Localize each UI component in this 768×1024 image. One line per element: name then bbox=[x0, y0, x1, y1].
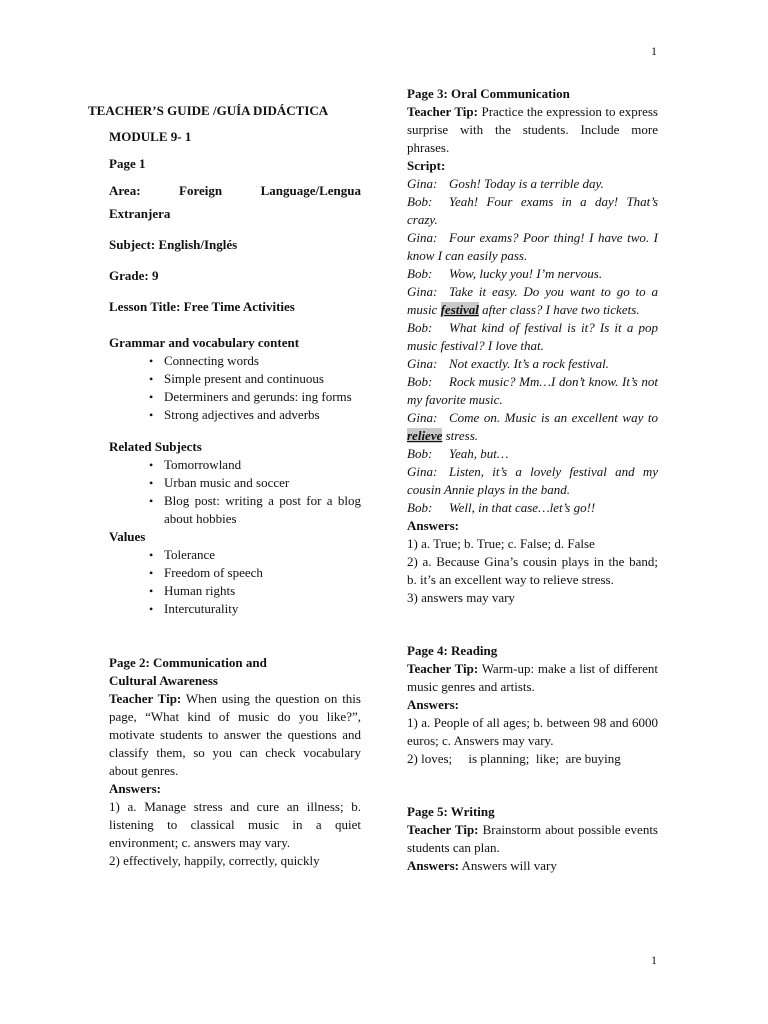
right-column bbox=[407, 85, 658, 875]
tip-text: Practice the expression to express surprise with the students. Include more phrases. bbox=[407, 104, 658, 155]
dialogue-line bbox=[407, 463, 658, 499]
dialogue-line bbox=[407, 265, 658, 283]
module-label: MODULE 9- 1 bbox=[109, 129, 192, 144]
utterance: Yeah, but… bbox=[449, 446, 509, 461]
area-word1: Foreign bbox=[179, 183, 223, 198]
dialogue-line bbox=[407, 283, 658, 319]
subject-line: Subject: English/Inglés bbox=[109, 237, 238, 252]
answers-text: Answers will vary bbox=[459, 858, 557, 873]
utterance: Rock music? Mm…I don’t know. It’s not my favorite music. bbox=[407, 374, 658, 407]
festival-post: after class? I have two tickets. bbox=[478, 302, 640, 317]
page4-answer-2: 2) loves; is planning; like; are buying bbox=[407, 751, 621, 766]
page2-answer-1: 1) a. Manage stress and cure an illness; b. listening to classical music in a quiet environment; c. answers may vary. bbox=[109, 799, 361, 850]
page2-answer-2: 2) effectively, happily, correctly, quickly bbox=[109, 853, 320, 868]
area-label: Area: bbox=[109, 183, 141, 198]
page5-heading: Page 5: Writing bbox=[407, 804, 495, 819]
utterance: Gosh! Today is a terrible day. bbox=[449, 176, 604, 191]
relieve-highlight: relieve bbox=[407, 428, 443, 443]
dialogue-line bbox=[407, 499, 658, 517]
tip-label: Teacher Tip: bbox=[109, 691, 182, 706]
dialogue-line bbox=[407, 193, 658, 229]
answers-label: Answers: bbox=[407, 858, 459, 873]
dialogue-line bbox=[407, 175, 658, 193]
list-item: • Urban music and soccer bbox=[164, 474, 361, 492]
utterance: What kind of festival is it? Is it a pop music festival? I love that. bbox=[407, 320, 658, 353]
values-list bbox=[109, 546, 361, 618]
speaker: Gina: bbox=[407, 464, 438, 479]
page5-tip bbox=[407, 821, 658, 857]
utterance: Come on. Music is an excellent way bbox=[449, 410, 644, 425]
utterance: Four exams? Poor thing! I have two. I know I can easily pass. bbox=[407, 230, 658, 263]
list-item: • Intercuturality bbox=[164, 600, 361, 618]
related-list bbox=[109, 456, 361, 528]
utterance: Wow, lucky you! I’m nervous. bbox=[449, 266, 603, 281]
festival-pre: a music bbox=[407, 284, 658, 317]
speaker: Gina: bbox=[407, 410, 438, 425]
speaker: Bob: bbox=[407, 194, 433, 209]
page2-heading-1: Page 2: Communication and bbox=[109, 655, 267, 670]
tip-text: When using the question on this page, “What kind of music do you like?”, motivate students to answer the questions and classify them, so you can check vocabulary about genres. bbox=[109, 691, 361, 778]
page-label: Page 1 bbox=[109, 156, 146, 171]
festival-highlight: festival bbox=[440, 302, 479, 317]
page4-tip bbox=[407, 660, 658, 696]
page3-answer-2: 2) a. Because Gina’s cousin plays in the band; b. it’s an excellent way to relieve stress. bbox=[407, 554, 658, 587]
dialogue-line bbox=[407, 319, 658, 355]
page-number-top: 1 bbox=[651, 44, 657, 58]
page3-answer-3: 3) answers may vary bbox=[407, 590, 515, 605]
area-word2: Language/Lengua bbox=[260, 183, 361, 198]
dialogue-line bbox=[407, 445, 658, 463]
page2-tip bbox=[109, 690, 361, 780]
grammar-list bbox=[109, 352, 361, 424]
list-item: • Tomorrowland bbox=[164, 456, 361, 474]
page5-answers bbox=[407, 857, 658, 875]
utterance: Listen, it’s a lovely festival and my cousin Annie plays in the band. bbox=[407, 464, 658, 497]
list-item: • Human rights bbox=[164, 582, 361, 600]
list-item: • Blog post: writing a post for a blog about hobbies bbox=[164, 492, 361, 528]
tip-label: Teacher Tip: bbox=[407, 104, 478, 119]
tip-text: Brainstorm about possible events students can plan. bbox=[407, 822, 658, 855]
page4-heading: Page 4: Reading bbox=[407, 643, 498, 658]
speaker: Gina: bbox=[407, 356, 438, 371]
related-heading: Related Subjects bbox=[109, 439, 202, 454]
values-heading: Values bbox=[109, 529, 146, 544]
speaker: Bob: bbox=[407, 320, 433, 335]
page4-answers-label: Answers: bbox=[407, 697, 459, 712]
script-label: Script: bbox=[407, 158, 446, 173]
list-item: • Connecting words bbox=[164, 352, 361, 370]
utterance: Well, in that case…let’s go!! bbox=[449, 500, 596, 515]
speaker: Bob: bbox=[407, 446, 433, 461]
page3-tip bbox=[407, 103, 658, 157]
grade-line: Grade: 9 bbox=[109, 268, 159, 283]
list-item: • Strong adjectives and adverbs bbox=[164, 406, 361, 424]
speaker: Gina: bbox=[407, 176, 438, 191]
lesson-title: Lesson Title: Free Time Activities bbox=[109, 299, 295, 314]
speaker: Gina: bbox=[407, 284, 438, 299]
relieve-post: stress. bbox=[442, 428, 479, 443]
list-item: • Determiners and gerunds: ing forms bbox=[164, 388, 361, 406]
speaker: Bob: bbox=[407, 266, 433, 281]
utterance: Not exactly. It’s a rock festival. bbox=[449, 356, 609, 371]
page2-heading-2: Cultural Awareness bbox=[109, 673, 218, 688]
tip-text: Warm-up: make a list of different music genres and artists. bbox=[407, 661, 658, 694]
page2-answers-label: Answers: bbox=[109, 781, 161, 796]
dialogue-line bbox=[407, 373, 658, 409]
page3-heading: Page 3: Oral Communication bbox=[407, 86, 570, 101]
utterance: Take it easy. Do you want to go to bbox=[449, 284, 646, 299]
tip-label: Teacher Tip: bbox=[407, 661, 479, 676]
page3-answers-label: Answers: bbox=[407, 518, 459, 533]
page-number-bottom: 1 bbox=[651, 953, 657, 967]
speaker: Bob: bbox=[407, 500, 433, 515]
dialogue-line bbox=[407, 409, 658, 445]
area-row bbox=[109, 182, 361, 200]
page4-answer-1: 1) a. People of all ages; b. between 98 and 6000 euros; c. Answers may vary. bbox=[407, 715, 658, 748]
list-item: • Tolerance bbox=[164, 546, 361, 564]
left-column bbox=[109, 103, 361, 870]
document-title: TEACHER’S GUIDE /GUÍA DIDÁCTICA bbox=[88, 103, 329, 118]
speaker: Gina: bbox=[407, 230, 438, 245]
speaker: Bob: bbox=[407, 374, 433, 389]
page3-answer-1: 1) a. True; b. True; c. False; d. False bbox=[407, 536, 595, 551]
relieve-pre: to bbox=[647, 410, 658, 425]
grammar-heading: Grammar and vocabulary content bbox=[109, 335, 300, 350]
utterance: Yeah! Four exams in a day! That’s crazy. bbox=[407, 194, 658, 227]
dialogue-line bbox=[407, 355, 658, 373]
list-item: • Simple present and continuous bbox=[164, 370, 361, 388]
area-continuation: Extranjera bbox=[109, 206, 171, 221]
dialogue-line bbox=[407, 229, 658, 265]
list-item: • Freedom of speech bbox=[164, 564, 361, 582]
tip-label: Teacher Tip: bbox=[407, 822, 479, 837]
